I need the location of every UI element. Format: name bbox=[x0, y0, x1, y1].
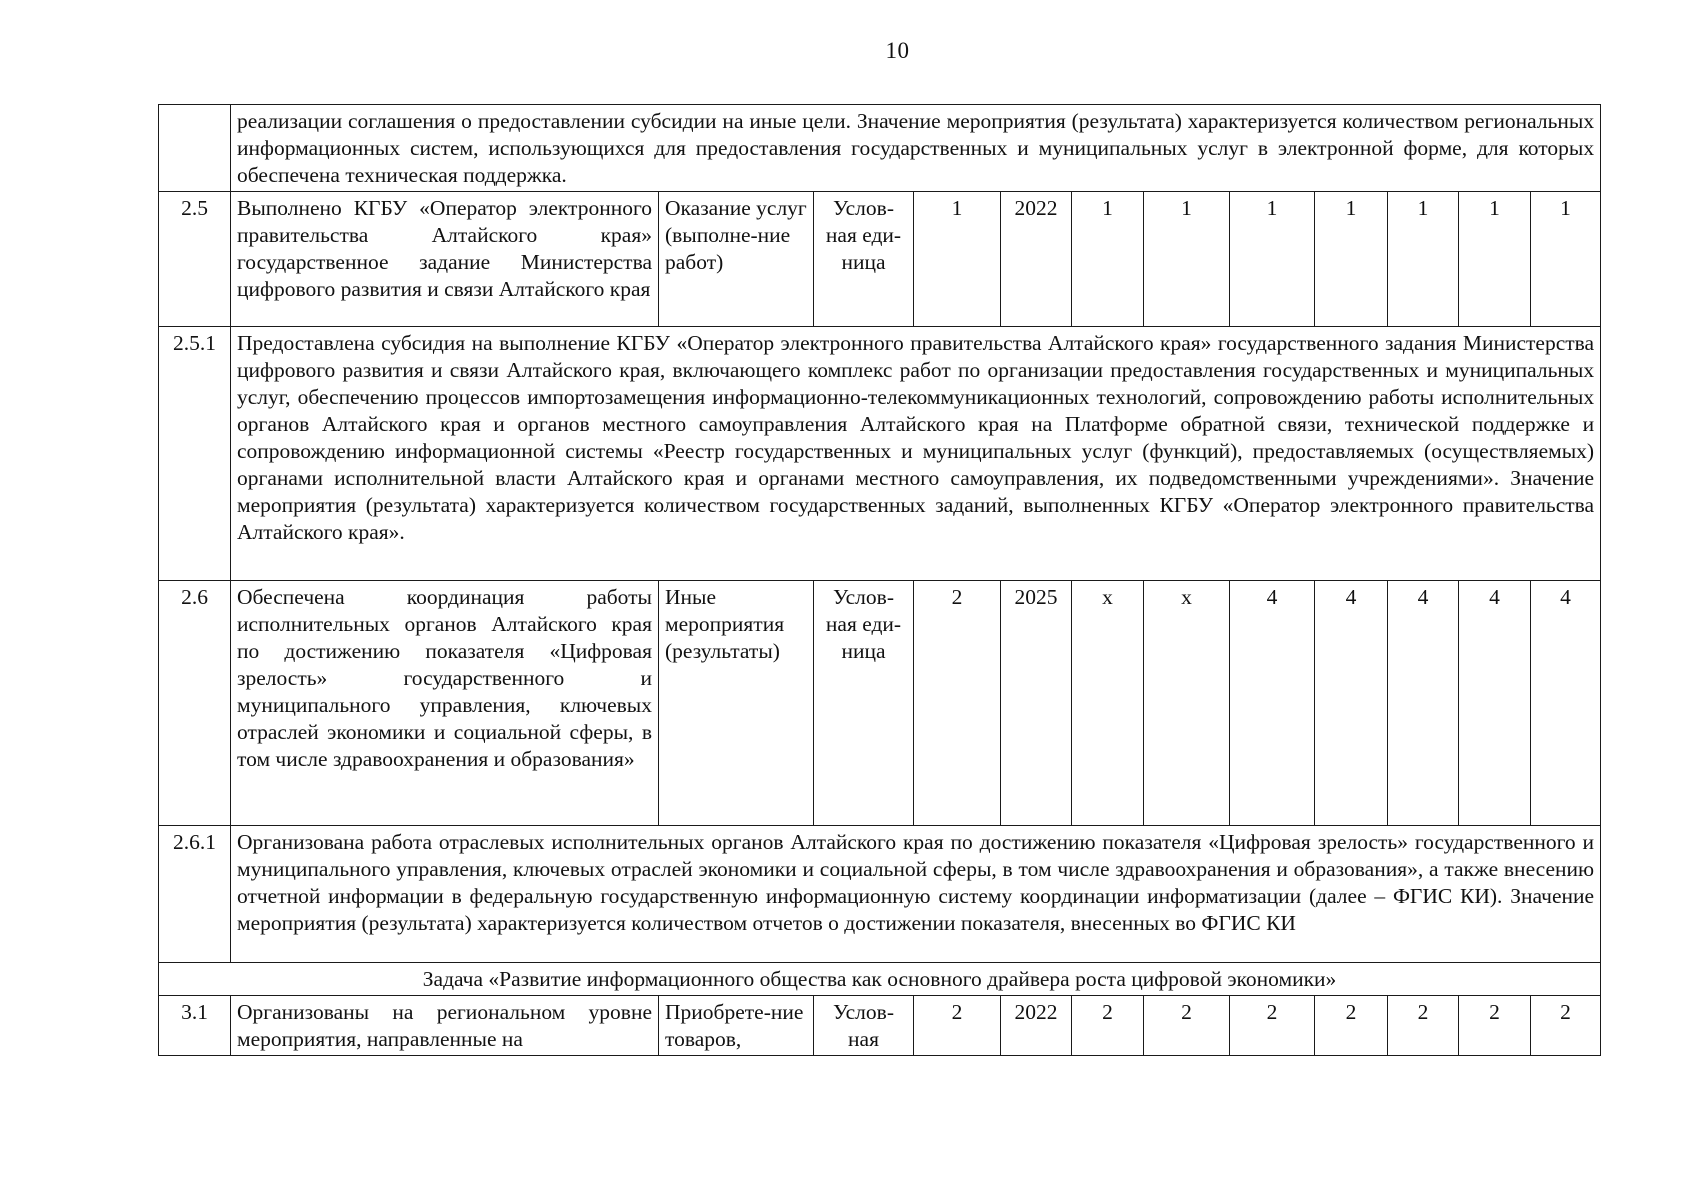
row-description: Предоставлена субсидия на выполнение КГБУ «Оператор электронного правительства Алтайского края» государственного задания Министерства цифрового развития и связи Алтайского края, включающего комплекс работ по организации предоставления государственных и муниципальных услуг, обеспечению процессов импортозамещения информационно-телекоммуникационных технологий, сопровождению работы исполнительных органов Алтайского края и органов местного самоуправления Алтайского края на Платформе обратной связи, технической поддержке и сопровождению информационной системы «Реестр государственных и муниципальных услуг (функций), предоставляемых (осуществляемых) органами исполнительной власти Алтайского края и органами местного самоуправления, их подведомственными учреждениями». Значение мероприятия (результата) характеризуется количеством государственных заданий, выполненных КГБУ «Оператор электронного правительства Алтайского края». bbox=[231, 327, 1601, 581]
measure-unit: Услов-ная bbox=[814, 996, 914, 1056]
value-cell: 2 bbox=[914, 996, 1001, 1056]
row-number: 2.5.1 bbox=[159, 327, 231, 581]
value-cell: 1 bbox=[1072, 192, 1144, 327]
value-cell: 1 bbox=[1315, 192, 1388, 327]
measures-table bbox=[158, 104, 1601, 1056]
row-number: 3.1 bbox=[159, 996, 231, 1056]
value-cell: x bbox=[1072, 581, 1144, 826]
value-cell: 4 bbox=[1230, 581, 1315, 826]
value-cell: 1 bbox=[914, 192, 1001, 327]
value-cell: 4 bbox=[1531, 581, 1601, 826]
table-row-continuation bbox=[159, 105, 1601, 192]
value-cell: 4 bbox=[1459, 581, 1531, 826]
value-cell: 2 bbox=[1388, 996, 1459, 1056]
measure-name: Обеспечена координация работы исполнительных органов Алтайского края по достижению показателя «Цифровая зрелость» государственного и муниципального управления, ключевых отраслей экономики и социальной сферы, в том числе здравоохранения и образования» bbox=[231, 581, 659, 826]
measure-unit: Услов-ная еди-ница bbox=[814, 581, 914, 826]
row-number: 2.5 bbox=[159, 192, 231, 327]
table-row-2-6 bbox=[159, 581, 1601, 826]
table-row-2-5 bbox=[159, 192, 1601, 327]
value-cell: 1 bbox=[1459, 192, 1531, 327]
table-row-2-6-1 bbox=[159, 826, 1601, 963]
value-cell: 2025 bbox=[1001, 581, 1072, 826]
table-row-3-1 bbox=[159, 996, 1601, 1056]
value-cell: x bbox=[1144, 581, 1230, 826]
value-cell: 2 bbox=[1531, 996, 1601, 1056]
task-heading: Задача «Развитие информационного общества как основного драйвера роста цифровой экономики» bbox=[159, 963, 1601, 996]
measure-name: Организованы на региональном уровне мероприятия, направленные на bbox=[231, 996, 659, 1056]
value-cell: 1 bbox=[1388, 192, 1459, 327]
value-cell: 4 bbox=[1315, 581, 1388, 826]
value-cell: 1 bbox=[1144, 192, 1230, 327]
value-cell: 1 bbox=[1531, 192, 1601, 327]
table-row-task bbox=[159, 963, 1601, 996]
row-description: Организована работа отраслевых исполнительных органов Алтайского края по достижению показателя «Цифровая зрелость» государственного и муниципального управления, ключевых отраслей экономики и социальной сферы, в том числе здравоохранения и образования», а также внесению отчетной информации в федеральную государственную информационную систему координации информатизации (далее – ФГИС КИ). Значение мероприятия (результата) характеризуется количеством отчетов о достижении показателя, внесенных во ФГИС КИ bbox=[231, 826, 1601, 963]
value-cell: 4 bbox=[1388, 581, 1459, 826]
measure-name: Выполнено КГБУ «Оператор электронного правительства Алтайского края» государственное задание Министерства цифрового развития и связи Алтайского края bbox=[231, 192, 659, 327]
measure-type: Приобрете-ние товаров, bbox=[659, 996, 814, 1056]
row-description: реализации соглашения о предоставлении субсидии на иные цели. Значение мероприятия (результата) характеризуется количеством региональных информационных систем, использующихся для предоставления государственных и муниципальных услуг в электронной форме, для которых обеспечена техническая поддержка. bbox=[231, 105, 1601, 192]
value-cell: 2 bbox=[1072, 996, 1144, 1056]
value-cell: 2 bbox=[1230, 996, 1315, 1056]
row-number: 2.6.1 bbox=[159, 826, 231, 963]
value-cell: 2 bbox=[1459, 996, 1531, 1056]
table-row-2-5-1 bbox=[159, 327, 1601, 581]
value-cell: 2022 bbox=[1001, 996, 1072, 1056]
value-cell: 1 bbox=[1230, 192, 1315, 327]
measure-unit: Услов-ная еди-ница bbox=[814, 192, 914, 327]
value-cell: 2 bbox=[914, 581, 1001, 826]
value-cell: 2 bbox=[1315, 996, 1388, 1056]
value-cell: 2 bbox=[1144, 996, 1230, 1056]
value-cell: 2022 bbox=[1001, 192, 1072, 327]
page-number: 10 bbox=[885, 38, 910, 63]
measure-type: Оказание услуг (выполне-ние работ) bbox=[659, 192, 814, 327]
measure-type: Иные мероприятия (результаты) bbox=[659, 581, 814, 826]
row-number bbox=[159, 105, 231, 192]
row-number: 2.6 bbox=[159, 581, 231, 826]
